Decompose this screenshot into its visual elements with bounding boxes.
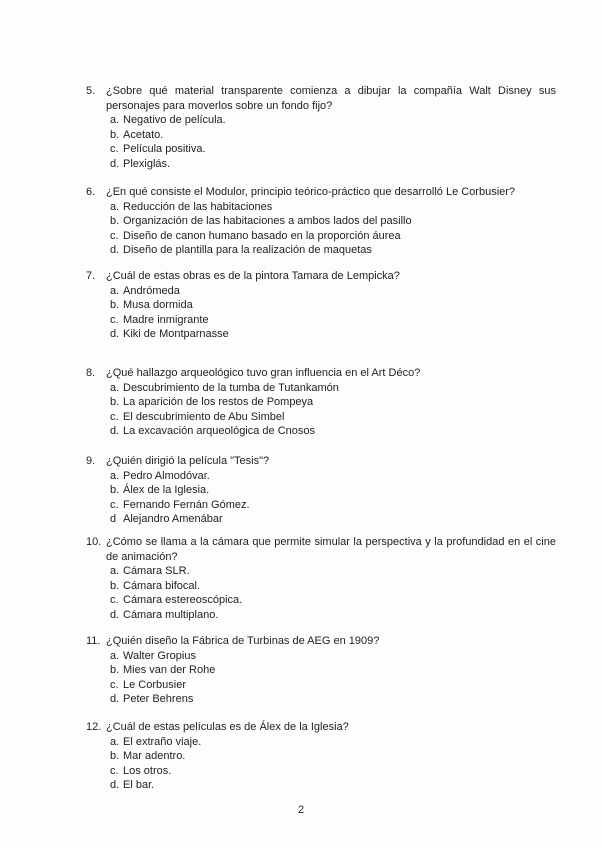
option-text: Mies van der Rohe [123, 664, 216, 676]
option-d [110, 608, 556, 623]
question-text: ¿Quién dirigió la película "Tesis"? [106, 455, 270, 467]
option-letter: d. [110, 328, 120, 340]
question-text: ¿En qué consiste el Modulor, principio teórico-práctico que desarrolló Le Corbusier? [106, 186, 516, 198]
option-d [110, 692, 556, 707]
option-text: Cámara SLR. [123, 565, 190, 577]
option-d [110, 512, 556, 527]
question-number: 12. [86, 721, 102, 733]
question-text: ¿Cuál de estas películas es de Álex de la Iglesia? [106, 721, 349, 733]
option-a [110, 564, 556, 579]
option-letter: b. [110, 396, 120, 408]
question-6 [86, 185, 556, 258]
option-letter: d. [110, 157, 120, 170]
question-number: 10. [86, 536, 102, 548]
option-text: Plexiglás. [123, 157, 171, 170]
option-text: Diseño de canon humano basado en la proporción áurea [123, 229, 401, 242]
option-b [110, 128, 556, 143]
option-c [110, 229, 556, 244]
option-c [110, 764, 556, 779]
option-letter: d. [110, 244, 120, 256]
option-text: Cámara bifocal. [123, 579, 201, 592]
option-c [110, 678, 556, 693]
question-11 [86, 634, 556, 707]
option-a [110, 381, 556, 396]
option-b [110, 579, 556, 594]
option-a [110, 113, 556, 128]
option-letter: b. [110, 664, 120, 676]
option-c [110, 142, 556, 157]
option-letter: d. [110, 608, 120, 621]
option-d [110, 157, 556, 172]
question-text: ¿Sobre qué material transparente comienza a dibujar la compañía Walt Disney sus personajes para moverlos sobre un fondo fijo? [106, 85, 556, 112]
option-letter: a. [110, 649, 120, 662]
option-d [110, 778, 556, 793]
option-letter: c. [110, 678, 119, 691]
options-list [86, 113, 556, 171]
question-12 [86, 720, 556, 793]
option-d [110, 327, 556, 342]
option-letter: c. [110, 498, 119, 511]
option-text: Reducción de las habitaciones [123, 200, 273, 213]
option-c [110, 313, 556, 328]
option-text: Acetato. [123, 128, 164, 141]
option-text: Película positiva. [123, 143, 206, 155]
question-7 [86, 269, 556, 342]
options-list [86, 564, 556, 622]
question-number: 9. [86, 455, 96, 467]
option-text: Mar adentro. [123, 750, 186, 762]
option-a [110, 284, 556, 299]
option-text: Walter Gropius [123, 649, 196, 662]
option-b [110, 749, 556, 764]
question-number: 8. [86, 367, 96, 379]
options-list [86, 649, 556, 707]
option-text: Descubrimiento de la tumba de Tutankamón [123, 381, 339, 394]
question-8 [86, 366, 556, 439]
option-letter: b. [110, 750, 120, 762]
option-a [110, 469, 556, 484]
options-list [86, 381, 556, 439]
option-text: Pedro Almodóvar. [123, 469, 210, 482]
option-letter: a. [110, 381, 120, 394]
option-letter: b. [110, 484, 120, 496]
question-10 [86, 535, 556, 622]
option-text: La aparición de los restos de Pompeya [123, 396, 314, 408]
option-c [110, 498, 556, 513]
question-text: ¿Cómo se llama a la cámara que permite simular la perspectiva y la profundidad en el cine de animación? [106, 536, 556, 563]
options-list [86, 469, 556, 527]
option-letter: d [110, 513, 117, 525]
option-text: Alejandro Amenábar [123, 513, 223, 525]
option-text: Negativo de película. [123, 114, 226, 126]
option-d [110, 243, 556, 258]
option-letter: c. [110, 229, 119, 242]
option-d [110, 424, 556, 439]
option-text: Los otros. [123, 764, 172, 777]
option-c [110, 410, 556, 425]
options-list [86, 284, 556, 342]
options-list [86, 735, 556, 793]
option-b [110, 395, 556, 410]
question-text: ¿Cuál de estas obras es de la pintora Tamara de Lempicka? [106, 270, 400, 282]
option-letter: d. [110, 779, 120, 791]
options-list [86, 200, 556, 258]
page-number: 2 [297, 804, 305, 816]
option-b [110, 214, 556, 229]
option-b [110, 663, 556, 678]
option-letter: c. [110, 143, 119, 155]
option-text: Kiki de Montparnasse [123, 328, 229, 340]
option-letter: c. [110, 313, 119, 326]
option-letter: a. [110, 114, 120, 126]
option-text: El extraño viaje. [123, 735, 202, 748]
question-number: 6. [86, 186, 96, 198]
option-text: Diseño de plantilla para la realización de maquetas [123, 244, 372, 256]
option-text: Le Corbusier [123, 678, 186, 691]
option-b [110, 298, 556, 313]
option-letter: a. [110, 284, 120, 297]
option-text: Musa dormida [123, 299, 193, 311]
option-text: Organización de las habitaciones a ambos lados del pasillo [123, 215, 412, 227]
option-a [110, 200, 556, 215]
option-text: El descubrimiento de Abu Simbel [123, 410, 285, 423]
option-letter: c. [110, 410, 119, 423]
question-number: 7. [86, 270, 96, 282]
option-letter: b. [110, 299, 120, 311]
option-letter: d. [110, 693, 120, 705]
option-text: Peter Behrens [123, 693, 194, 705]
option-text: El bar. [123, 779, 155, 791]
option-letter: a. [110, 469, 120, 482]
option-text: Madre inmigrante [123, 313, 209, 326]
option-letter: c. [110, 764, 119, 777]
option-c [110, 593, 556, 608]
question-number: 11. [86, 635, 101, 647]
option-letter: a. [110, 565, 120, 577]
option-letter: b. [110, 215, 120, 227]
option-letter: d. [110, 425, 120, 437]
option-letter: a. [110, 735, 120, 748]
option-text: Álex de la Iglesia. [123, 484, 210, 496]
question-number: 5. [86, 85, 96, 97]
question-5 [86, 84, 556, 171]
question-9 [86, 454, 556, 527]
option-a [110, 649, 556, 664]
question-text: ¿Qué hallazgo arqueológico tuvo gran influencia en el Art Déco? [106, 367, 421, 379]
option-text: La excavación arqueológica de Cnosos [123, 425, 316, 437]
question-text: ¿Quién diseño la Fábrica de Turbinas de AEG en 1909? [106, 635, 380, 647]
option-text: Cámara multiplano. [123, 608, 219, 621]
option-letter: c. [110, 594, 119, 606]
option-letter: b. [110, 579, 120, 592]
option-text: Fernando Fernán Gómez. [123, 498, 250, 511]
option-text: Cámara estereoscópica. [123, 594, 243, 606]
option-text: Andrómeda [123, 284, 180, 297]
option-letter: b. [110, 128, 120, 141]
option-letter: a. [110, 200, 120, 213]
option-a [110, 735, 556, 750]
option-b [110, 483, 556, 498]
